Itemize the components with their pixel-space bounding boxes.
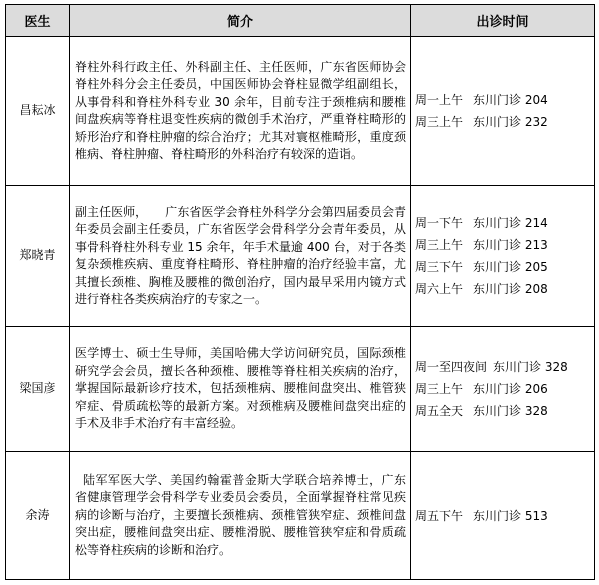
slot-day: 周一至四夜间 [415,360,488,374]
slot-location: 东川门诊 328 [473,404,548,418]
table-row [6,452,595,580]
schedule-slot [415,89,591,111]
doctor-name: 余涛 [6,452,70,580]
slot-location: 东川门诊 513 [473,508,548,523]
slot-day: 周三上午 [415,115,464,129]
slot-day: 周五全天 [415,404,464,418]
slot-day: 周三上午 [415,238,464,252]
header-schedule: 出诊时间 [411,5,595,37]
slot-location: 东川门诊 328 [493,360,568,374]
schedule-slot [415,256,591,278]
table-row [6,37,595,186]
doctor-intro: 医学博士、硕士生导师，美国哈佛大学访问研究员，国际颈椎研究学会会员，擅长各种颈椎、腰椎等脊柱相关疾病的治疗，掌握国际最新诊疗技术，包括颈椎病、腰椎间盘突出、椎管狭窄症、骨质疏松等的最新方案。对颈椎病及腰椎间盘突出症的手术及非手术治疗有丰富经验。 [70,327,411,452]
doctor-name: 郑晓青 [6,186,70,327]
slot-day: 周六上午 [415,282,464,296]
schedule-slot [415,505,591,527]
header-doctor: 医生 [6,5,70,37]
doctor-name: 昌耘冰 [6,37,70,186]
slot-location: 东川门诊 205 [473,260,548,274]
schedule-slot [415,212,591,234]
slot-location: 东川门诊 214 [473,216,548,230]
slot-location: 东川门诊 204 [473,93,548,107]
doctor-schedule [411,37,595,186]
slot-day: 周一下午 [415,216,464,230]
slot-location: 东川门诊 208 [473,282,548,296]
slot-location: 东川门诊 232 [473,115,548,129]
doctor-schedule-table [5,4,595,580]
table-row [6,327,595,452]
schedule-slot [415,356,591,378]
slot-day: 周三上午 [415,382,464,396]
slot-day: 周三下午 [415,260,464,274]
slot-location: 东川门诊 206 [473,382,548,396]
header-intro: 简介 [70,5,411,37]
schedule-slot [415,278,591,300]
schedule-slot [415,400,591,422]
table-header-row [6,5,595,37]
table-row [6,186,595,327]
doctor-schedule [411,186,595,327]
schedule-slot [415,234,591,256]
slot-day: 周一上午 [415,93,464,107]
schedule-slot [415,111,591,133]
doctor-schedule [411,452,595,580]
slot-day: 周五下午 [415,508,464,523]
doctor-name: 梁国彦 [6,327,70,452]
slot-location: 东川门诊 213 [473,238,548,252]
doctor-schedule [411,327,595,452]
doctor-intro: 脊柱外科行政主任、外科副主任、主任医师，广东省医师协会脊柱外科分会主任委员，中国医师协会脊柱显微学组副组长，从事骨科和脊柱外科专业 30 余年，目前专注于颈椎病和腰椎间盘疾病等脊柱退变性疾病的微创手术治疗，严重脊柱畸形的矫形治疗和脊柱肿瘤的综合治疗；尤其对寰枢椎畸形，重度颈椎病、脊柱肿瘤、脊柱畸形的外科治疗有较深的造诣。 [70,37,411,186]
schedule-slot [415,378,591,400]
doctor-intro: 陆军军医大学、美国约翰霍普金斯大学联合培养博士，广东省健康管理学会骨科学专业委员会委员，全面掌握脊柱常见疾病的诊断与治疗，主要擅长颈椎病、颈椎管狭窄症、颈椎间盘突出症，腰椎间盘突出症、腰椎滑脱、腰椎管狭窄症和骨质疏松等脊柱疾病的诊断和治疗。 [70,452,411,580]
doctor-intro: 副主任医师， 广东省医学会脊柱外科学分会第四届委员会青年委员会副主任委员，广东省医学会骨科学分会青年委员，从事骨科脊柱外科专业 15 余年，年手术量逾 400 台，对于各类复杂颈椎疾病、重度脊柱畸形、脊柱肿瘤的治疗经验丰富，尤其擅长颈椎、胸椎及腰椎的微创治疗，国内最早采用内镜方式进行脊柱各类疾病治疗的专家之一。 [70,186,411,327]
